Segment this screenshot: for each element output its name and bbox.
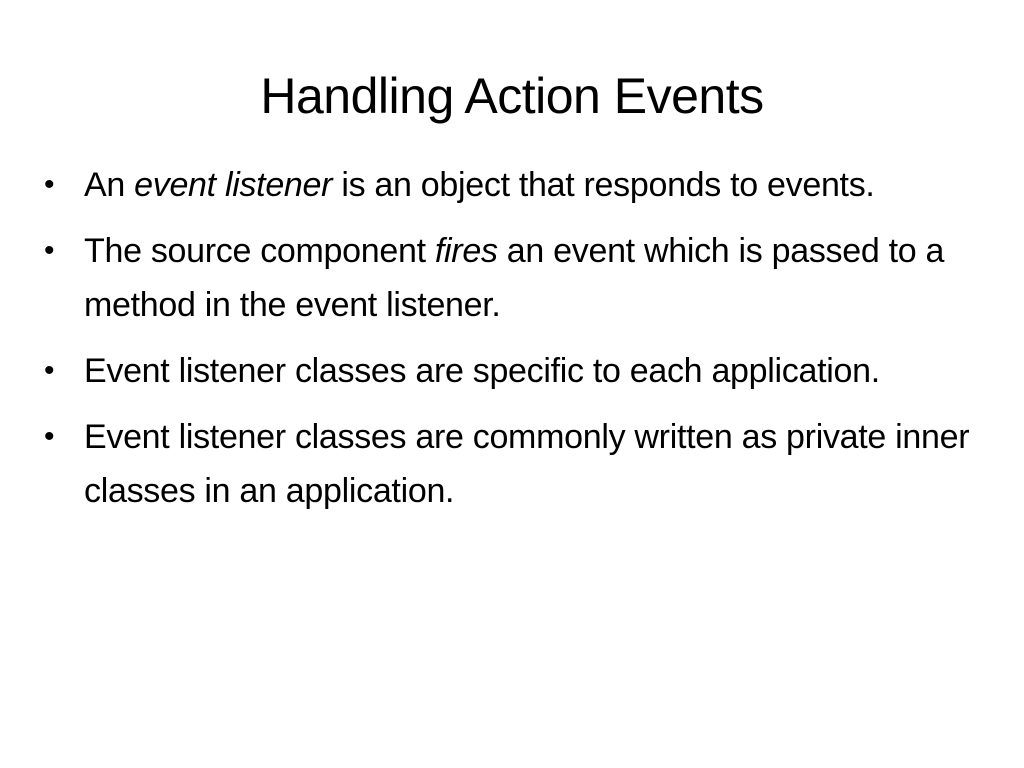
bullet-3-text: Event listener classes are specific to each application. xyxy=(84,352,880,390)
bullet-1-text-2: is an object that responds to events. xyxy=(332,166,875,204)
bullet-list xyxy=(44,158,984,530)
bullet-1-emphasis: event listener xyxy=(134,166,333,204)
bullet-item-4 xyxy=(44,410,984,518)
bullet-2-emphasis: fires xyxy=(434,232,498,270)
bullet-icon: • xyxy=(44,354,55,387)
bullet-icon: • xyxy=(44,420,55,453)
slide-title: Handling Action Events xyxy=(260,68,764,124)
bullet-1-text-1: An xyxy=(84,166,135,204)
bullet-2-text-1: The source component xyxy=(84,232,435,270)
bullet-icon: • xyxy=(44,234,55,267)
bullet-4-text: Event listener classes are commonly written as private inner classes in an application. xyxy=(84,418,970,510)
bullet-item-2 xyxy=(44,224,984,332)
bullet-item-3 xyxy=(44,344,984,398)
bullet-item-1 xyxy=(44,158,984,212)
bullet-2-text-2: an event which is passed to a method in the event listener. xyxy=(84,232,945,324)
bullet-icon: • xyxy=(44,168,55,201)
